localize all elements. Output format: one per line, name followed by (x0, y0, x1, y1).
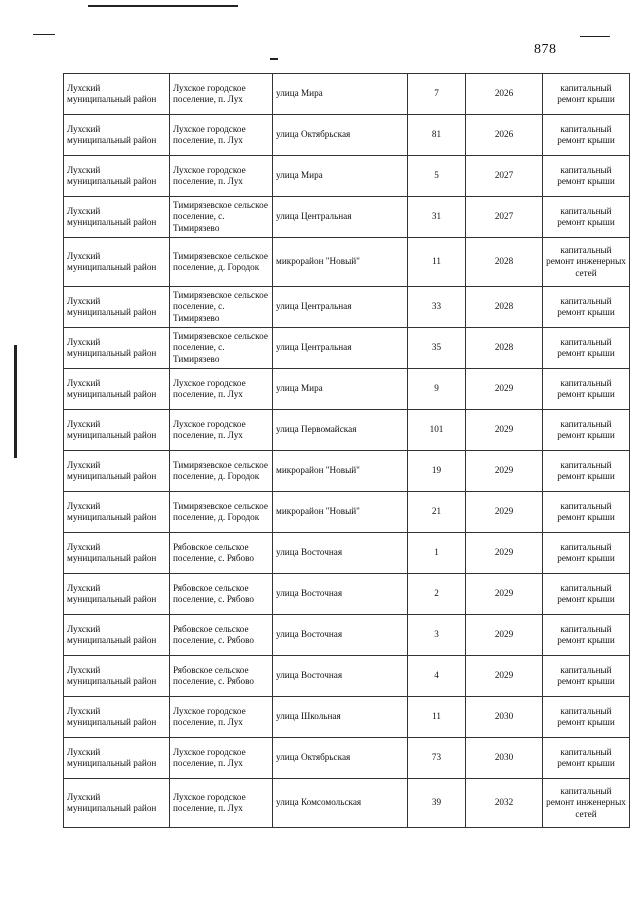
table-row (64, 287, 630, 328)
district-cell: Лухский муниципальный район (64, 451, 170, 492)
year-cell: 2027 (466, 156, 543, 197)
street-cell: улица Первомайская (273, 410, 408, 451)
year-cell: 2026 (466, 74, 543, 115)
settlement-cell: Тимирязевское сельское поселение, д. Городок (170, 238, 273, 287)
house-number-cell: 39 (408, 779, 466, 828)
district-cell: Лухский муниципальный район (64, 574, 170, 615)
work-type-cell: капитальный ремонт крыши (543, 287, 630, 328)
year-cell: 2032 (466, 779, 543, 828)
street-cell: улица Восточная (273, 533, 408, 574)
settlement-cell: Лухское городское поселение, п. Лух (170, 779, 273, 828)
work-type-cell: капитальный ремонт инженерных сетей (543, 238, 630, 287)
settlement-cell: Рябовское сельское поселение, с. Рябово (170, 574, 273, 615)
settlement-cell: Рябовское сельское поселение, с. Рябово (170, 615, 273, 656)
year-cell: 2029 (466, 533, 543, 574)
street-cell: улица Восточная (273, 656, 408, 697)
street-cell: улица Центральная (273, 328, 408, 369)
settlement-cell: Тимирязевское сельское поселение, д. Городок (170, 451, 273, 492)
district-cell: Лухский муниципальный район (64, 74, 170, 115)
table-row (64, 533, 630, 574)
repair-schedule-table (63, 73, 630, 828)
street-cell: улица Октябрьская (273, 738, 408, 779)
work-type-cell: капитальный ремонт крыши (543, 451, 630, 492)
work-type-cell: капитальный ремонт крыши (543, 738, 630, 779)
table-row (64, 779, 630, 828)
district-cell: Лухский муниципальный район (64, 287, 170, 328)
street-cell: улица Мира (273, 74, 408, 115)
house-number-cell: 7 (408, 74, 466, 115)
work-type-cell: капитальный ремонт крыши (543, 115, 630, 156)
table-row (64, 369, 630, 410)
district-cell: Лухский муниципальный район (64, 156, 170, 197)
year-cell: 2029 (466, 656, 543, 697)
district-cell: Лухский муниципальный район (64, 197, 170, 238)
street-cell: улица Мира (273, 156, 408, 197)
year-cell: 2029 (466, 410, 543, 451)
table-row (64, 615, 630, 656)
table-row (64, 115, 630, 156)
table-row (64, 492, 630, 533)
settlement-cell: Лухское городское поселение, п. Лух (170, 697, 273, 738)
house-number-cell: 9 (408, 369, 466, 410)
table-row (64, 328, 630, 369)
district-cell: Лухский муниципальный район (64, 492, 170, 533)
work-type-cell: капитальный ремонт крыши (543, 74, 630, 115)
district-cell: Лухский муниципальный район (64, 656, 170, 697)
table-row (64, 238, 630, 287)
table-row (64, 738, 630, 779)
settlement-cell: Рябовское сельское поселение, с. Рябово (170, 656, 273, 697)
work-type-cell: капитальный ремонт крыши (543, 410, 630, 451)
settlement-cell: Лухское городское поселение, п. Лух (170, 156, 273, 197)
house-number-cell: 11 (408, 697, 466, 738)
year-cell: 2029 (466, 615, 543, 656)
settlement-cell: Тимирязевское сельское поселение, с. Тимирязево (170, 328, 273, 369)
work-type-cell: капитальный ремонт инженерных сетей (543, 779, 630, 828)
year-cell: 2030 (466, 738, 543, 779)
work-type-cell: капитальный ремонт крыши (543, 574, 630, 615)
year-cell: 2027 (466, 197, 543, 238)
year-cell: 2029 (466, 574, 543, 615)
street-cell: микрорайон "Новый" (273, 451, 408, 492)
district-cell: Лухский муниципальный район (64, 328, 170, 369)
work-type-cell: капитальный ремонт крыши (543, 197, 630, 238)
street-cell: улица Восточная (273, 615, 408, 656)
street-cell: микрорайон "Новый" (273, 492, 408, 533)
work-type-cell: капитальный ремонт крыши (543, 656, 630, 697)
street-cell: улица Комсомольская (273, 779, 408, 828)
table-row (64, 574, 630, 615)
house-number-cell: 33 (408, 287, 466, 328)
year-cell: 2029 (466, 451, 543, 492)
settlement-cell: Тимирязевское сельское поселение, д. Городок (170, 492, 273, 533)
work-type-cell: капитальный ремонт крыши (543, 369, 630, 410)
table-row (64, 197, 630, 238)
scan-mark-small-3 (580, 36, 610, 37)
district-cell: Лухский муниципальный район (64, 369, 170, 410)
table-row (64, 410, 630, 451)
year-cell: 2029 (466, 369, 543, 410)
table-row (64, 656, 630, 697)
district-cell: Лухский муниципальный район (64, 115, 170, 156)
page-number: 878 (534, 42, 557, 57)
house-number-cell: 35 (408, 328, 466, 369)
street-cell: улица Центральная (273, 197, 408, 238)
table-row (64, 74, 630, 115)
year-cell: 2029 (466, 492, 543, 533)
house-number-cell: 31 (408, 197, 466, 238)
house-number-cell: 1 (408, 533, 466, 574)
street-cell: улица Школьная (273, 697, 408, 738)
table-row (64, 156, 630, 197)
district-cell: Лухский муниципальный район (64, 779, 170, 828)
scan-mark-left (14, 345, 17, 458)
settlement-cell: Лухское городское поселение, п. Лух (170, 369, 273, 410)
house-number-cell: 2 (408, 574, 466, 615)
house-number-cell: 5 (408, 156, 466, 197)
work-type-cell: капитальный ремонт крыши (543, 533, 630, 574)
year-cell: 2028 (466, 328, 543, 369)
work-type-cell: капитальный ремонт крыши (543, 615, 630, 656)
year-cell: 2026 (466, 115, 543, 156)
street-cell: микрорайон "Новый" (273, 238, 408, 287)
district-cell: Лухский муниципальный район (64, 738, 170, 779)
street-cell: улица Восточная (273, 574, 408, 615)
settlement-cell: Лухское городское поселение, п. Лух (170, 74, 273, 115)
year-cell: 2030 (466, 697, 543, 738)
table-row (64, 697, 630, 738)
work-type-cell: капитальный ремонт крыши (543, 156, 630, 197)
table-body (64, 74, 630, 828)
house-number-cell: 4 (408, 656, 466, 697)
scan-mark-top (88, 5, 238, 7)
house-number-cell: 19 (408, 451, 466, 492)
settlement-cell: Лухское городское поселение, п. Лух (170, 115, 273, 156)
settlement-cell: Тимирязевское сельское поселение, с. Тимирязево (170, 287, 273, 328)
district-cell: Лухский муниципальный район (64, 533, 170, 574)
work-type-cell: капитальный ремонт крыши (543, 492, 630, 533)
house-number-cell: 3 (408, 615, 466, 656)
district-cell: Лухский муниципальный район (64, 615, 170, 656)
year-cell: 2028 (466, 287, 543, 328)
street-cell: улица Мира (273, 369, 408, 410)
work-type-cell: капитальный ремонт крыши (543, 328, 630, 369)
district-cell: Лухский муниципальный район (64, 238, 170, 287)
house-number-cell: 73 (408, 738, 466, 779)
house-number-cell: 101 (408, 410, 466, 451)
work-type-cell: капитальный ремонт крыши (543, 697, 630, 738)
district-cell: Лухский муниципальный район (64, 697, 170, 738)
scan-mark-small-2 (270, 58, 278, 60)
scan-mark-small (33, 34, 55, 35)
house-number-cell: 81 (408, 115, 466, 156)
settlement-cell: Лухское городское поселение, п. Лух (170, 738, 273, 779)
district-cell: Лухский муниципальный район (64, 410, 170, 451)
house-number-cell: 21 (408, 492, 466, 533)
settlement-cell: Тимирязевское сельское поселение, с. Тимирязево (170, 197, 273, 238)
house-number-cell: 11 (408, 238, 466, 287)
settlement-cell: Рябовское сельское поселение, с. Рябово (170, 533, 273, 574)
year-cell: 2028 (466, 238, 543, 287)
street-cell: улица Октябрьская (273, 115, 408, 156)
settlement-cell: Лухское городское поселение, п. Лух (170, 410, 273, 451)
street-cell: улица Центральная (273, 287, 408, 328)
table-row (64, 451, 630, 492)
